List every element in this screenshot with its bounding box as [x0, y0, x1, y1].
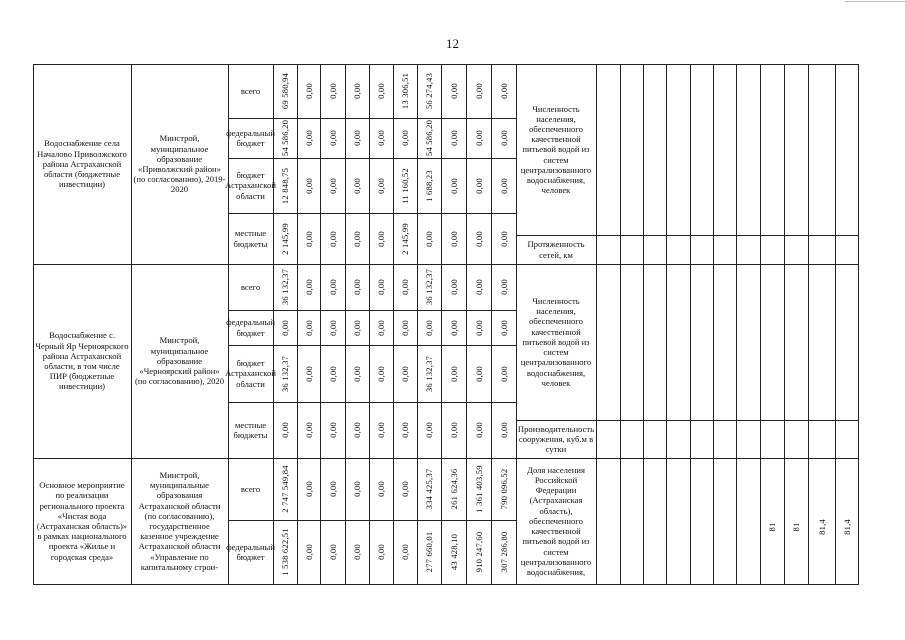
amount-cell-text: 69 580,94 — [280, 72, 290, 110]
amount-cell-text: 2 145,99 — [280, 222, 290, 255]
amount-cell-text: 0,00 — [498, 319, 509, 336]
amount-cell-text: 0,00 — [327, 544, 338, 560]
column-divider — [760, 64, 761, 584]
funding-source-label-text: местные бюджеты — [233, 419, 268, 440]
amount-cell-text: 0,00 — [448, 130, 459, 146]
amount-cell-text: 0,00 — [327, 130, 338, 146]
indicator-text — [519, 266, 593, 418]
funding-source-label — [229, 214, 272, 263]
amount-cell-text: 0,00 — [424, 230, 434, 247]
column-divider — [369, 64, 370, 584]
amount-cell-text: 0,00 — [448, 365, 459, 382]
amount-cell-text: 0,00 — [376, 279, 386, 295]
executor-cell-text: Минстрой, муниципальные образования Астраханской области (по согласованию), государственное казенное учреждение Астраханской области «Управление по капитальному строи- — [138, 469, 221, 572]
amount-cell-text: 0,00 — [352, 422, 362, 438]
column-divider — [596, 64, 597, 584]
funding-source-label-text: федеральный бюджет — [226, 541, 275, 562]
amount-cell-text: 0,00 — [303, 365, 314, 382]
amount-cell-text: 0,00 — [352, 177, 362, 194]
column-divider — [297, 64, 298, 584]
indicator-text-text: Производительность сооружения, куб.м в сутки — [517, 423, 595, 455]
amount-cell-text: 0,00 — [424, 319, 434, 336]
amount-cell-text: 0,00 — [376, 83, 386, 99]
amount-cell-text: 277 660,01 — [424, 531, 434, 573]
amount-cell-text: 0,00 — [352, 279, 362, 295]
amount-cell-text: 0,00 — [303, 230, 314, 247]
indicator-text — [519, 422, 593, 456]
amount-cell-text: 0,00 — [448, 177, 459, 194]
column-divider — [131, 64, 132, 584]
amount-cell-text: 0,00 — [303, 177, 314, 194]
column-divider — [320, 64, 321, 584]
executor-cell — [133, 268, 226, 454]
funding-source-label-text: всего — [240, 85, 261, 96]
funding-source-label-text: местные бюджеты — [233, 228, 268, 249]
amount-cell-text: 0,00 — [352, 230, 362, 247]
funding-source-label — [229, 459, 272, 519]
amount-cell-text: 0,00 — [473, 230, 484, 247]
amount-cell-text: 0,00 — [498, 83, 509, 99]
amount-cell-text: 56 274,43 — [424, 72, 434, 110]
amount-cell-text: 0,00 — [498, 365, 509, 382]
executor-cell — [133, 68, 226, 260]
column-divider — [713, 64, 714, 584]
amount-cell-text: 0,00 — [400, 279, 410, 295]
amount-cell-text: 54 586,20 — [280, 119, 290, 157]
funding-source-label — [229, 403, 272, 457]
measure-name-text: Водоснабжение с. Черный Яр Черноярского района Астраханской области, в том числе ПИР (бюджетные инвестиции) — [35, 330, 129, 392]
indicator-value-text: 81,4 — [816, 519, 827, 535]
funding-source-label-text: всего — [240, 483, 261, 494]
amount-cell-text: 0,00 — [473, 130, 484, 146]
amount-cell-text: 0,00 — [400, 544, 410, 560]
executor-cell-text: Минстрой, муниципальное образование «Приволжский район» (по согласованию), 2019-2020 — [133, 133, 226, 195]
amount-cell-text: 13 306,51 — [400, 72, 410, 110]
column-divider — [666, 64, 667, 584]
scan-edge-mark — [845, 0, 905, 2]
funding-source-label-text: бюджет Астраханской области — [225, 358, 276, 389]
amount-cell-text: 0,00 — [376, 481, 386, 497]
amount-cell-text: 36 132,37 — [280, 355, 290, 392]
amount-cell-text: 0,00 — [352, 130, 362, 146]
amount-cell-text: 0,00 — [303, 544, 314, 560]
amount-cell-text: 0,00 — [376, 365, 386, 382]
indicator-text — [519, 66, 593, 233]
measure-name-text: Водоснабжение села Началово Приволжского района Астраханской области (бюджетные инвестиции) — [37, 138, 127, 190]
indicator-text — [519, 237, 593, 262]
amount-cell-text: 54 586,20 — [424, 119, 434, 157]
amount-cell-text: 910 247,60 — [473, 531, 484, 573]
column-divider — [516, 64, 517, 584]
amount-cell-text: 1 688,23 — [424, 169, 434, 202]
amount-cell-text: 0,00 — [352, 365, 362, 382]
table-border-top — [33, 64, 859, 65]
column-divider — [643, 64, 644, 584]
column-divider — [736, 64, 737, 584]
measure-name-text: Основное мероприятие по реализации регионального проекта «Чистая вода (Астраханская область)» в рамках национального проекта «Жилье и городская среда» — [36, 480, 128, 562]
funding-source-label — [229, 265, 272, 309]
amount-cell-text: 0,00 — [448, 422, 459, 438]
funding-source-label — [225, 159, 276, 212]
funding-source-label — [229, 65, 272, 117]
amount-cell-text: 0,00 — [473, 422, 484, 438]
amount-cell-text: 0,00 — [498, 422, 509, 438]
amount-cell-text: 0,00 — [327, 230, 338, 247]
amount-cell-text: 0,00 — [498, 230, 509, 247]
funding-source-label — [226, 311, 275, 344]
amount-cell-text: 0,00 — [280, 319, 290, 336]
amount-cell-text: 0,00 — [376, 130, 386, 146]
amount-cell-text: 0,00 — [376, 544, 386, 560]
amount-cell-text: 790 096,52 — [498, 468, 509, 510]
amount-cell-text: 0,00 — [303, 422, 314, 438]
column-divider — [835, 64, 836, 584]
amount-cell-text: 36 132,37 — [424, 268, 434, 306]
amount-cell-text: 0,00 — [327, 177, 338, 194]
amount-cell-text: 0,00 — [303, 83, 314, 99]
indicator-divider — [516, 420, 858, 421]
amount-cell-text: 0,00 — [400, 319, 410, 336]
table-border-vertical — [33, 64, 34, 584]
amount-cell-text: 12 848,75 — [280, 167, 290, 204]
amount-cell-text: 307 286,80 — [498, 531, 509, 573]
column-divider — [491, 64, 492, 584]
amount-cell-text: 0,00 — [473, 365, 484, 382]
amount-cell-text: 11 160,52 — [400, 167, 410, 204]
funding-source-label-text: федеральный бюджет — [226, 317, 275, 338]
table-border-bottom — [33, 584, 859, 585]
amount-cell-text: 0,00 — [352, 544, 362, 560]
indicator-text — [519, 460, 593, 582]
amount-cell-text: 0,00 — [376, 177, 386, 194]
amount-cell-text: 0,00 — [280, 422, 290, 438]
indicator-value-text: 81,4 — [841, 519, 852, 535]
amount-cell-text: 2 747 549,84 — [280, 465, 290, 513]
funding-source-label-text: федеральный бюджет — [226, 127, 275, 148]
measure-name — [35, 68, 129, 260]
measure-name — [35, 268, 129, 454]
executor-cell — [133, 462, 226, 580]
amount-cell-text: 0,00 — [448, 279, 459, 295]
amount-cell-text: 334 425,37 — [424, 468, 434, 510]
executor-cell-text: Минстрой, муниципальное образование «Черноярский район» (по согласованию), 2020 — [134, 335, 225, 387]
amount-cell-text: 0,00 — [303, 481, 314, 497]
amount-cell-text: 0,00 — [400, 422, 410, 438]
funding-source-label-text: всего — [240, 281, 261, 292]
funding-source-label — [226, 119, 275, 157]
indicator-text-text: Доля населения Российской Федерации (Астраханская область), обеспеченного качественной питьевой водой из систем централизованного водоснабжения, — [520, 464, 592, 577]
amount-cell-text: 0,00 — [303, 279, 314, 295]
amount-cell-text: 0,00 — [352, 83, 362, 99]
funding-source-label-text: бюджет Астраханской области — [225, 170, 276, 201]
indicator-value-text: 81 — [767, 522, 777, 532]
amount-cell-text: 0,00 — [400, 365, 410, 382]
amount-cell-text: 36 132,37 — [424, 355, 434, 392]
amount-cell-text: 0,00 — [448, 83, 459, 99]
amount-cell-text: 0,00 — [400, 130, 410, 146]
indicator-text-text: Численность населения, обеспеченного качественной питьевой водой из систем централизованного водоснабжения, человек — [520, 296, 592, 388]
table-border-vertical — [858, 64, 859, 584]
amount-cell-text: 0,00 — [498, 279, 509, 295]
amount-cell-text: 1 361 403,59 — [473, 465, 484, 513]
amount-cell-text: 36 132,37 — [280, 268, 290, 306]
amount-cell-text: 0,00 — [327, 83, 338, 99]
amount-cell-text: 0,00 — [303, 319, 314, 336]
amount-cell-text: 0,00 — [327, 319, 338, 336]
funding-source-label — [225, 346, 276, 401]
page-number: 12 — [446, 36, 459, 51]
amount-cell-text: 0,00 — [498, 130, 509, 146]
amount-cell-text: 2 145,99 — [400, 222, 410, 255]
amount-cell-text: 0,00 — [473, 279, 484, 295]
amount-cell-text: 261 624,36 — [448, 468, 459, 510]
amount-cell-text: 43 428,10 — [448, 533, 459, 571]
row-separator — [33, 264, 858, 265]
amount-cell-text: 0,00 — [352, 319, 362, 336]
column-divider — [620, 64, 621, 584]
column-divider — [417, 64, 418, 584]
column-divider — [690, 64, 691, 584]
funding-source-label — [226, 521, 275, 583]
amount-cell-text: 0,00 — [327, 279, 338, 295]
amount-cell-text: 0,00 — [352, 481, 362, 497]
column-divider — [441, 64, 442, 584]
row-separator — [33, 458, 858, 459]
amount-cell-text: 1 538 622,51 — [280, 528, 290, 576]
amount-cell-text: 0,00 — [376, 319, 386, 336]
column-divider — [466, 64, 467, 584]
measure-name — [35, 462, 129, 580]
amount-cell-text: 0,00 — [424, 422, 434, 438]
amount-cell-text: 0,00 — [473, 319, 484, 336]
amount-cell-text: 0,00 — [498, 177, 509, 194]
amount-cell-text: 0,00 — [327, 422, 338, 438]
indicator-text-text: Протяженность сетей, км — [527, 239, 585, 260]
column-divider — [784, 64, 785, 584]
column-divider — [808, 64, 809, 584]
amount-cell-text: 0,00 — [473, 177, 484, 194]
amount-cell-text: 0,00 — [327, 481, 338, 497]
indicator-value-text: 81 — [791, 522, 801, 532]
amount-cell-text: 0,00 — [376, 230, 386, 247]
amount-cell-text: 0,00 — [448, 230, 459, 247]
amount-cell-text: 0,00 — [376, 422, 386, 438]
column-divider — [393, 64, 394, 584]
indicator-text-text: Численность населения, обеспеченного качественной питьевой водой из систем централизованного водоснабжения, человек — [520, 103, 592, 196]
amount-cell-text: 0,00 — [400, 481, 410, 497]
amount-cell-text: 0,00 — [327, 365, 338, 382]
amount-cell-text: 0,00 — [473, 83, 484, 99]
column-divider — [345, 64, 346, 584]
indicator-divider — [516, 235, 858, 236]
amount-cell-text: 0,00 — [448, 319, 459, 336]
amount-cell-text: 0,00 — [303, 130, 314, 146]
